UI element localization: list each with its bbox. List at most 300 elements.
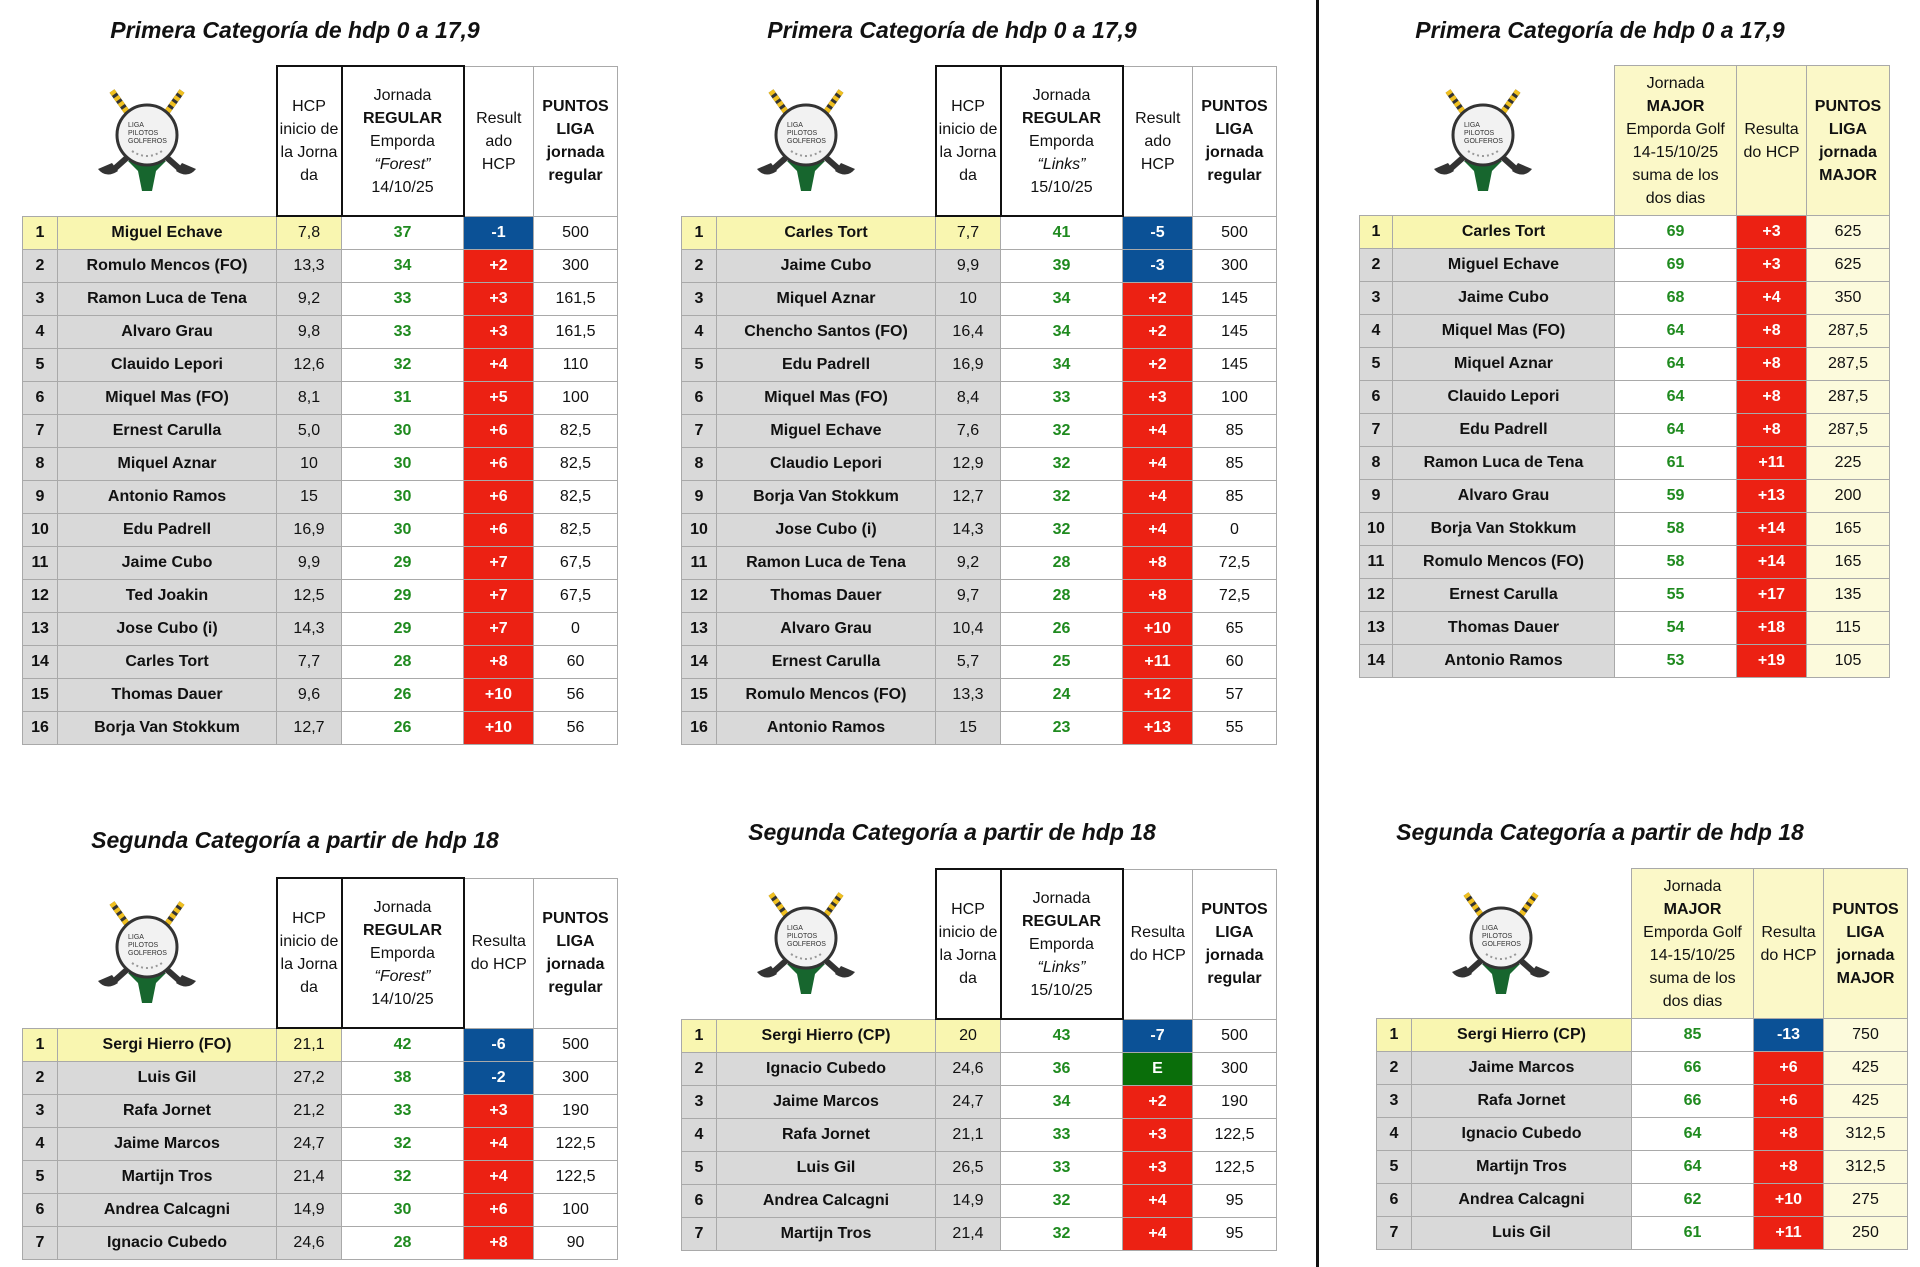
score-cell: 37	[342, 216, 464, 249]
points-cell: 72,5	[1193, 546, 1277, 579]
position-cell: 8	[23, 447, 58, 480]
player-name-cell: Carles Tort	[1393, 216, 1615, 249]
table-row	[682, 711, 1277, 744]
player-name-cell: Miquel Mas (FO)	[717, 381, 936, 414]
score-cell: 32	[1001, 1184, 1123, 1217]
position-cell: 3	[1360, 282, 1393, 315]
points-cell: 105	[1807, 645, 1890, 678]
table-row	[1360, 282, 1890, 315]
result-hcp-cell: -5	[1123, 216, 1193, 249]
hcp-cell: 5,0	[277, 414, 342, 447]
position-cell: 6	[1377, 1184, 1412, 1217]
hcp-cell: 12,5	[277, 579, 342, 612]
table-row	[682, 1052, 1277, 1085]
player-name-cell: Jaime Marcos	[717, 1085, 936, 1118]
position-cell: 12	[1360, 579, 1393, 612]
table-row	[682, 315, 1277, 348]
points-cell: 300	[534, 1061, 618, 1094]
player-name-cell: Sergi Hierro (CP)	[1412, 1019, 1632, 1052]
hcp-cell: 9,9	[936, 249, 1001, 282]
hcp-cell: 7,7	[936, 216, 1001, 249]
svg-text:PILOTOS: PILOTOS	[786, 130, 817, 137]
table-row	[1377, 1019, 1908, 1052]
header-line: REGULAR	[362, 109, 443, 127]
result-hcp-cell: +3	[1737, 249, 1807, 282]
points-cell: 625	[1807, 216, 1890, 249]
points-cell: 425	[1824, 1085, 1908, 1118]
result-hcp-cell: -1	[464, 216, 534, 249]
player-name-cell: Thomas Dauer	[1393, 612, 1615, 645]
position-cell: 14	[682, 645, 717, 678]
table-row	[23, 579, 618, 612]
player-name-cell: Jaime Cubo	[717, 249, 936, 282]
table-row	[682, 546, 1277, 579]
score-cell: 58	[1615, 546, 1737, 579]
header-line: “Links”	[1037, 958, 1086, 976]
table-row	[23, 1094, 618, 1127]
player-name-cell: Jaime Cubo	[58, 546, 277, 579]
hcp-cell: 12,7	[936, 480, 1001, 513]
table-row	[23, 480, 618, 513]
hcp-cell: 10	[277, 447, 342, 480]
result-hcp-cell: +3	[464, 1094, 534, 1127]
position-cell: 1	[682, 1019, 717, 1052]
table-row	[23, 282, 618, 315]
player-name-cell: Miquel Mas (FO)	[58, 381, 277, 414]
header-row	[23, 878, 618, 1028]
player-name-cell: Carles Tort	[58, 645, 277, 678]
player-name-cell: Antonio Ramos	[58, 480, 277, 513]
table-row	[682, 612, 1277, 645]
column-header	[342, 878, 464, 1028]
table-row	[682, 579, 1277, 612]
table-row	[682, 480, 1277, 513]
result-hcp-cell: +3	[1123, 1151, 1193, 1184]
points-cell: 500	[1193, 216, 1277, 249]
hcp-cell: 12,7	[277, 711, 342, 744]
table-row	[682, 1184, 1277, 1217]
points-cell: 190	[534, 1094, 618, 1127]
table-row	[23, 1226, 618, 1259]
score-cell: 68	[1615, 282, 1737, 315]
table-row	[23, 678, 618, 711]
header-line: Jornada	[1663, 877, 1722, 895]
result-hcp-cell: -6	[464, 1028, 534, 1061]
svg-text:LIGA: LIGA	[127, 122, 144, 129]
table-row	[1360, 348, 1890, 381]
result-hcp-cell: +2	[1123, 1085, 1193, 1118]
table-row	[682, 1019, 1277, 1052]
player-name-cell: Borja Van Stokkum	[717, 480, 936, 513]
hcp-cell: 21,1	[936, 1118, 1001, 1151]
hcp-cell: 8,4	[936, 381, 1001, 414]
position-cell: 3	[23, 282, 58, 315]
points-cell: 72,5	[1193, 579, 1277, 612]
hcp-cell: 12,9	[936, 447, 1001, 480]
result-hcp-cell: +4	[1123, 447, 1193, 480]
hcp-cell: 21,2	[277, 1094, 342, 1127]
result-hcp-cell: -13	[1754, 1019, 1824, 1052]
score-cell: 66	[1632, 1052, 1754, 1085]
points-cell: 300	[1193, 1052, 1277, 1085]
player-name-cell: Luis Gil	[1412, 1217, 1632, 1250]
header-line: suma de los	[1649, 969, 1736, 987]
player-name-cell: Carles Tort	[717, 216, 936, 249]
hcp-cell: 10,4	[936, 612, 1001, 645]
player-name-cell: Antonio Ramos	[1393, 645, 1615, 678]
column-header	[1001, 869, 1123, 1019]
logo-cell	[682, 66, 936, 216]
score-cell: 32	[1001, 1217, 1123, 1250]
column-header: Result ado HCP	[464, 66, 534, 216]
standings-table	[681, 868, 1277, 1251]
player-name-cell: Jaime Marcos	[1412, 1052, 1632, 1085]
player-name-cell: Ernest Carulla	[58, 414, 277, 447]
result-hcp-cell: +8	[1754, 1151, 1824, 1184]
svg-text:GOLFEROS: GOLFEROS	[1482, 941, 1521, 948]
player-name-cell: Ramon Luca de Tena	[1393, 447, 1615, 480]
points-cell: 110	[534, 348, 618, 381]
score-cell: 33	[1001, 381, 1123, 414]
position-cell: 1	[1377, 1019, 1412, 1052]
player-name-cell: Ramon Luca de Tena	[717, 546, 936, 579]
position-cell: 2	[682, 1052, 717, 1085]
panel-title: Segunda Categoría a partir de hdp 18	[748, 819, 1156, 845]
points-cell: 145	[1193, 315, 1277, 348]
table-row	[682, 249, 1277, 282]
result-hcp-cell: +14	[1737, 513, 1807, 546]
player-name-cell: Romulo Mencos (FO)	[1393, 546, 1615, 579]
header-line: REGULAR	[362, 921, 443, 939]
result-hcp-cell: -7	[1123, 1019, 1193, 1052]
player-name-cell: Ernest Carulla	[1393, 579, 1615, 612]
score-cell: 64	[1615, 348, 1737, 381]
hcp-cell: 20	[936, 1019, 1001, 1052]
logo-cell	[1360, 66, 1615, 216]
svg-text:GOLFEROS: GOLFEROS	[786, 138, 826, 145]
position-cell: 9	[1360, 480, 1393, 513]
header-line: “Forest”	[374, 967, 431, 985]
table-row	[1360, 414, 1890, 447]
position-cell: 10	[682, 513, 717, 546]
column-header	[1632, 869, 1754, 1019]
header-line: 14-15/10/25	[1632, 143, 1719, 161]
position-cell: 5	[1360, 348, 1393, 381]
header-line: 15/10/25	[1030, 981, 1093, 999]
player-name-cell: Romulo Mencos (FO)	[58, 249, 277, 282]
result-hcp-cell: +8	[1737, 414, 1807, 447]
header-line: 15/10/25	[1030, 178, 1093, 196]
table-row	[682, 1151, 1277, 1184]
position-cell: 2	[1360, 249, 1393, 282]
points-cell: 161,5	[534, 282, 618, 315]
result-hcp-cell: +6	[464, 480, 534, 513]
position-cell: 11	[23, 546, 58, 579]
position-cell: 7	[23, 414, 58, 447]
player-name-cell: Rafa Jornet	[1412, 1085, 1632, 1118]
score-cell: 26	[342, 678, 464, 711]
result-hcp-cell: +6	[464, 447, 534, 480]
result-hcp-cell: +8	[464, 1226, 534, 1259]
table-row	[23, 1127, 618, 1160]
points-cell: 57	[1193, 678, 1277, 711]
table-row	[682, 414, 1277, 447]
result-hcp-cell: +7	[464, 579, 534, 612]
hcp-cell: 21,4	[277, 1160, 342, 1193]
points-cell: 100	[534, 1193, 618, 1226]
points-cell: 287,5	[1807, 348, 1890, 381]
result-hcp-cell: +6	[464, 414, 534, 447]
score-cell: 26	[1001, 612, 1123, 645]
column-header: PUNTOS LIGA jornada regular	[534, 66, 618, 216]
header-line: REGULAR	[1021, 912, 1102, 930]
logo-cell	[1377, 869, 1632, 1019]
score-cell: 43	[1001, 1019, 1123, 1052]
score-cell: 32	[1001, 513, 1123, 546]
column-header: HCP inicio de la Jorna da	[936, 66, 1001, 216]
player-name-cell: Borja Van Stokkum	[58, 711, 277, 744]
score-cell: 32	[1001, 447, 1123, 480]
position-cell: 5	[23, 348, 58, 381]
score-cell: 64	[1615, 315, 1737, 348]
player-name-cell: Sergi Hierro (CP)	[717, 1019, 936, 1052]
score-cell: 38	[342, 1061, 464, 1094]
table-row	[1377, 1151, 1908, 1184]
player-name-cell: Andrea Calcagni	[1412, 1184, 1632, 1217]
points-cell: 115	[1807, 612, 1890, 645]
svg-text:LIGA: LIGA	[127, 934, 144, 941]
position-cell: 5	[23, 1160, 58, 1193]
player-name-cell: Chencho Santos (FO)	[717, 315, 936, 348]
hcp-cell: 14,3	[936, 513, 1001, 546]
position-cell: 6	[1360, 381, 1393, 414]
score-cell: 33	[342, 315, 464, 348]
score-cell: 29	[342, 612, 464, 645]
hcp-cell: 9,2	[936, 546, 1001, 579]
hcp-cell: 7,8	[277, 216, 342, 249]
player-name-cell: Luis Gil	[58, 1061, 277, 1094]
points-cell: 500	[534, 1028, 618, 1061]
score-cell: 24	[1001, 678, 1123, 711]
result-hcp-cell: +7	[464, 612, 534, 645]
score-cell: 39	[1001, 249, 1123, 282]
points-cell: 55	[1193, 711, 1277, 744]
result-hcp-cell: +6	[464, 1193, 534, 1226]
player-name-cell: Miquel Aznar	[58, 447, 277, 480]
score-cell: 54	[1615, 612, 1737, 645]
column-header: PUNTOS LIGA jornada regular	[534, 878, 618, 1028]
table-row	[1360, 480, 1890, 513]
score-cell: 30	[342, 414, 464, 447]
header-row	[682, 869, 1277, 1019]
position-cell: 6	[682, 1184, 717, 1217]
hcp-cell: 24,6	[277, 1226, 342, 1259]
hcp-cell: 5,7	[936, 645, 1001, 678]
score-cell: 33	[342, 282, 464, 315]
points-cell: 165	[1807, 546, 1890, 579]
player-name-cell: Luis Gil	[717, 1151, 936, 1184]
position-cell: 1	[23, 216, 58, 249]
score-cell: 66	[1632, 1085, 1754, 1118]
hcp-cell: 21,1	[277, 1028, 342, 1061]
vertical-divider	[1316, 0, 1319, 1267]
table-row	[1377, 1217, 1908, 1250]
table-row	[682, 678, 1277, 711]
player-name-cell: Martijn Tros	[1412, 1151, 1632, 1184]
table-row	[682, 513, 1277, 546]
result-hcp-cell: +3	[1123, 381, 1193, 414]
score-cell: 32	[342, 348, 464, 381]
score-cell: 41	[1001, 216, 1123, 249]
hcp-cell: 14,3	[277, 612, 342, 645]
result-hcp-cell: +4	[1123, 513, 1193, 546]
player-name-cell: Antonio Ramos	[717, 711, 936, 744]
player-name-cell: Borja Van Stokkum	[1393, 513, 1615, 546]
result-hcp-cell: +6	[1754, 1085, 1824, 1118]
table-row	[1360, 381, 1890, 414]
position-cell: 12	[23, 579, 58, 612]
score-cell: 32	[1001, 480, 1123, 513]
header-line: REGULAR	[1021, 109, 1102, 127]
table-row	[682, 348, 1277, 381]
result-hcp-cell: +8	[1123, 579, 1193, 612]
svg-text:LIGA: LIGA	[1482, 925, 1498, 932]
points-cell: 312,5	[1824, 1118, 1908, 1151]
table-row	[682, 1085, 1277, 1118]
header-line: dos dias	[1645, 189, 1706, 207]
standings-table	[22, 65, 618, 745]
score-cell: 34	[342, 249, 464, 282]
points-cell: 100	[534, 381, 618, 414]
result-hcp-cell: +2	[464, 249, 534, 282]
player-name-cell: Edu Padrell	[58, 513, 277, 546]
player-name-cell: Miquel Mas (FO)	[1393, 315, 1615, 348]
position-cell: 12	[682, 579, 717, 612]
hcp-cell: 7,7	[277, 645, 342, 678]
logo-cell	[682, 869, 936, 1019]
result-hcp-cell: -2	[464, 1061, 534, 1094]
header-line: Emporda Golf	[1643, 923, 1742, 941]
svg-text:PILOTOS: PILOTOS	[786, 933, 817, 940]
score-cell: 69	[1615, 249, 1737, 282]
hcp-cell: 16,4	[936, 315, 1001, 348]
player-name-cell: Clauido Lepori	[1393, 381, 1615, 414]
position-cell: 14	[1360, 645, 1393, 678]
table-row	[23, 1193, 618, 1226]
hcp-cell: 14,9	[277, 1193, 342, 1226]
points-cell: 500	[534, 216, 618, 249]
score-cell: 31	[342, 381, 464, 414]
position-cell: 15	[23, 678, 58, 711]
svg-text:GOLFEROS: GOLFEROS	[127, 950, 167, 957]
score-cell: 30	[342, 447, 464, 480]
hcp-cell: 9,6	[277, 678, 342, 711]
position-cell: 10	[1360, 513, 1393, 546]
player-name-cell: Miquel Aznar	[1393, 348, 1615, 381]
points-cell: 225	[1807, 447, 1890, 480]
score-cell: 62	[1632, 1184, 1754, 1217]
position-cell: 14	[23, 645, 58, 678]
table-row	[23, 414, 618, 447]
points-cell: 100	[1193, 381, 1277, 414]
position-cell: 4	[1360, 315, 1393, 348]
position-cell: 5	[682, 1151, 717, 1184]
score-cell: 30	[342, 480, 464, 513]
position-cell: 1	[682, 216, 717, 249]
score-cell: 30	[342, 513, 464, 546]
table-row	[23, 447, 618, 480]
table-row	[1360, 579, 1890, 612]
hcp-cell: 27,2	[277, 1061, 342, 1094]
column-header: HCP inicio de la Jorna da	[277, 878, 342, 1028]
standings-table	[681, 65, 1277, 745]
hcp-cell: 9,9	[277, 546, 342, 579]
score-cell: 58	[1615, 513, 1737, 546]
header-line: 14-15/10/25	[1649, 946, 1736, 964]
hcp-cell: 9,8	[277, 315, 342, 348]
result-hcp-cell: +4	[464, 348, 534, 381]
column-header	[1001, 66, 1123, 216]
result-hcp-cell: +13	[1737, 480, 1807, 513]
table-row	[1360, 447, 1890, 480]
position-cell: 2	[23, 249, 58, 282]
score-cell: 64	[1632, 1151, 1754, 1184]
score-cell: 28	[342, 1226, 464, 1259]
header-line: 14/10/25	[371, 990, 434, 1008]
player-name-cell: Romulo Mencos (FO)	[717, 678, 936, 711]
score-cell: 32	[342, 1127, 464, 1160]
position-cell: 5	[1377, 1151, 1412, 1184]
points-cell: 122,5	[1193, 1118, 1277, 1151]
hcp-cell: 26,5	[936, 1151, 1001, 1184]
table-row	[23, 1160, 618, 1193]
hcp-cell: 24,6	[936, 1052, 1001, 1085]
hcp-cell: 12,6	[277, 348, 342, 381]
position-cell: 3	[682, 282, 717, 315]
position-cell: 8	[1360, 447, 1393, 480]
result-hcp-cell: +18	[1737, 612, 1807, 645]
table-row	[23, 1061, 618, 1094]
hcp-cell: 9,2	[277, 282, 342, 315]
points-cell: 300	[1193, 249, 1277, 282]
points-cell: 67,5	[534, 579, 618, 612]
score-cell: 32	[342, 1160, 464, 1193]
header-line: Jornada	[1032, 889, 1091, 907]
score-cell: 33	[342, 1094, 464, 1127]
player-name-cell: Rafa Jornet	[717, 1118, 936, 1151]
hcp-cell: 14,9	[936, 1184, 1001, 1217]
points-cell: 190	[1193, 1085, 1277, 1118]
hcp-cell: 7,6	[936, 414, 1001, 447]
result-hcp-cell: +3	[1123, 1118, 1193, 1151]
points-cell: 82,5	[534, 480, 618, 513]
standings-table	[1359, 65, 1890, 678]
column-header: HCP inicio de la Jorna da	[936, 869, 1001, 1019]
hcp-cell: 15	[277, 480, 342, 513]
result-hcp-cell: +3	[464, 315, 534, 348]
result-hcp-cell: -3	[1123, 249, 1193, 282]
position-cell: 15	[682, 678, 717, 711]
hcp-cell: 15	[936, 711, 1001, 744]
player-name-cell: Ignacio Cubedo	[1412, 1118, 1632, 1151]
score-cell: 55	[1615, 579, 1737, 612]
svg-text:PILOTOS: PILOTOS	[1464, 130, 1495, 137]
result-hcp-cell: +4	[1123, 480, 1193, 513]
result-hcp-cell: +4	[1123, 1184, 1193, 1217]
position-cell: 1	[23, 1028, 58, 1061]
score-cell: 23	[1001, 711, 1123, 744]
hcp-cell: 24,7	[936, 1085, 1001, 1118]
